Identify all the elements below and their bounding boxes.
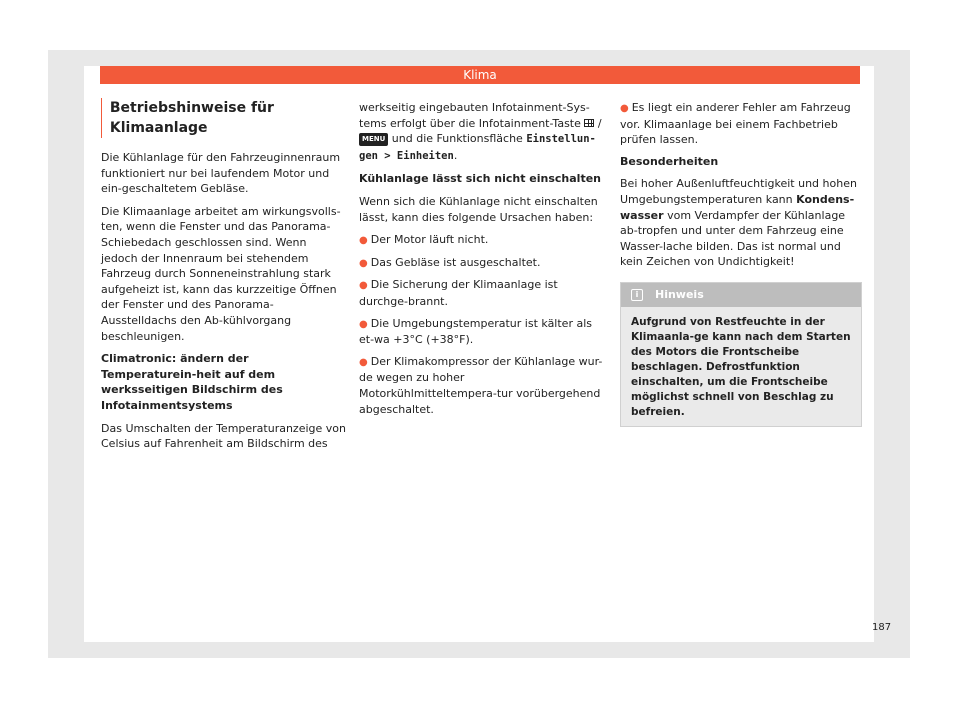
emphasis-text: Kondens-wasser xyxy=(620,192,855,222)
cause-list xyxy=(359,232,603,417)
paragraph: Wenn sich die Kühlanlage nicht einschalten lässt, kann dies folgende Ursachen haben: xyxy=(359,194,598,224)
note-box xyxy=(620,282,862,427)
list-item-text: Die Sicherung der Klimaanlage ist durchge-brannt. xyxy=(359,278,558,308)
list-item xyxy=(359,232,603,249)
paragraph: Die Klimaanlage arbeitet am wirkungsvolls-ten, wenn die Fenster und das Panorama-Schiebedach geschlossen sind. Wenn jedoch der Innenraum bei stehendem Fahrzeug durch Sonneneinstrahlung stark aufgeheizt ist, kann das kurzzeitige Öffnen der Fenster und des Panorama-Ausstelldachs den Ab-kühlvorgang beschleunigen. xyxy=(101,204,341,343)
info-icon: i xyxy=(631,289,643,301)
column-2 xyxy=(359,100,603,423)
list-item-text: Der Klimakompressor der Kühlanlage wur-de wegen zu hoher Motorkühlmitteltempera-tur vorübergehend abgeschaltet. xyxy=(359,354,603,416)
paragraph xyxy=(359,100,603,164)
paragraph: Das Umschalten der Temperaturanzeige von Celsius auf Fahrenheit am Bildschirm des xyxy=(101,421,346,451)
text-span: / xyxy=(597,116,602,130)
subheading: Besonderheiten xyxy=(620,154,719,168)
cause-list-continued xyxy=(620,100,862,148)
note-title: Hinweis xyxy=(655,287,704,301)
list-item-text: Das Gebläse ist ausgeschaltet. xyxy=(370,255,541,269)
text-span: Bei hoher Außenluftfeuchtigkeit und hohen Umgebungstemperaturen kann xyxy=(620,177,857,206)
menu-key-icon: MENU xyxy=(359,133,388,146)
text-span: vom Verdampfer der Kühlanlage ab-tropfen und unter dem Fahrzeug eine Wasser-lache bilden. Das ist normal und kein Zeichen von Undichtigkeit! xyxy=(620,208,846,269)
bullet-icon: ● xyxy=(359,235,368,247)
section-title-text: Betriebshinweise für Klimaanlage xyxy=(109,100,274,136)
list-item xyxy=(359,255,603,272)
section-title-rule xyxy=(101,98,102,138)
subheading: Climatronic: ändern der Temperaturein-heit auf dem werksseitigen Bildschirm des Infotainmentsystems xyxy=(101,352,283,412)
subheading: Kühlanlage lässt sich nicht einschalten xyxy=(359,172,601,186)
list-item-text: Es liegt ein anderer Fehler am Fahrzeug vor. Klimaanlage bei einem Fachbetrieb prüfen lassen. xyxy=(620,101,851,147)
bullet-icon: ● xyxy=(359,257,368,269)
text-span: und die Funktionsfläche xyxy=(391,132,523,146)
bullet-icon: ● xyxy=(359,318,368,330)
bullet-icon: ● xyxy=(359,280,368,292)
note-header xyxy=(621,283,861,307)
text-span: . xyxy=(453,148,458,162)
text-span: werkseitig eingebauten Infotainment-Sys-tems erfolgt über die Infotainment-Taste xyxy=(359,101,590,130)
list-item-text: Der Motor läuft nicht. xyxy=(370,233,489,247)
function-label: Einstellun-gen > Einheiten xyxy=(359,133,596,162)
section-title xyxy=(101,98,346,138)
column-3 xyxy=(620,100,862,427)
list-item xyxy=(359,316,603,348)
paragraph: Die Kühlanlage für den Fahrzeuginnenraum funktioniert nur bei laufendem Motor und ein-geschaltetem Gebläse. xyxy=(101,151,341,196)
list-item xyxy=(620,100,862,148)
note-text: Aufgrund von Restfeuchte in der Klimaanla-ge kann nach dem Starten des Motors die Frontscheibe beschlagen. Defrostfunktion einschalten, um die Frontscheibe möglichst schnell von Beschlag zu befreien. xyxy=(631,315,851,418)
infotainment-grid-icon xyxy=(584,119,594,127)
page-number: 187 xyxy=(872,622,892,633)
list-item xyxy=(359,277,603,309)
column-1 xyxy=(101,98,346,459)
bullet-icon: ● xyxy=(620,103,629,114)
chapter-header: Klima xyxy=(100,66,860,84)
bullet-icon: ● xyxy=(359,356,368,368)
paragraph xyxy=(620,176,862,270)
list-item xyxy=(359,354,603,417)
list-item-text: Die Umgebungstemperatur ist kälter als et-wa +3°C (+38°F). xyxy=(359,316,592,347)
